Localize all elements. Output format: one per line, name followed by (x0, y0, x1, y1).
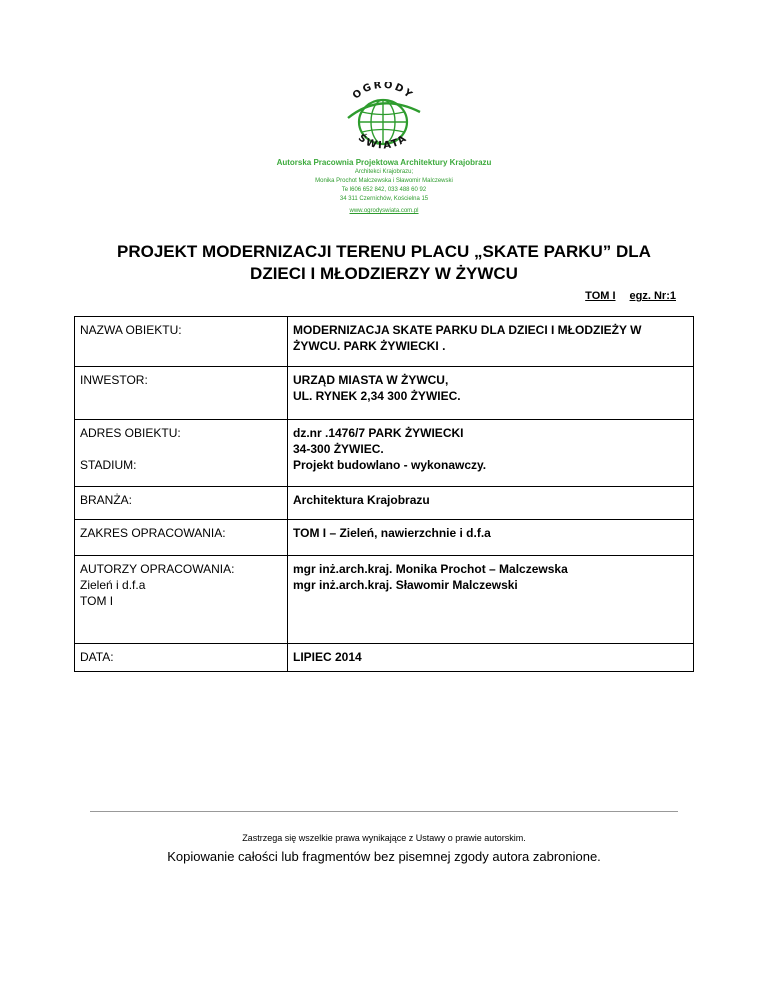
table-row (75, 520, 694, 556)
document-title (0, 241, 768, 285)
studio-website-link[interactable]: www.ogrodyswiata.com.pl (349, 208, 419, 214)
project-info-table (74, 316, 694, 672)
stage-value: Projekt budowlano - wykonawczy. (293, 458, 487, 472)
authors-sub-label: Zieleń i d.f.a (80, 578, 146, 592)
studio-line-3: Monika Prochot Malczewska i Sławomir Malczewski (315, 178, 453, 184)
row-value (288, 367, 694, 420)
authors-tom-label: TOM I (80, 594, 114, 608)
studio-phone: Te l606 652 842, 033 488 60 92 (341, 187, 427, 193)
studio-name: Autorska Pracownia Projektowa Architektury Krajobrazu (276, 158, 492, 167)
row-value (288, 556, 694, 644)
investor-line-2: UL. RYNEK 2,34 300 ŻYWIEC. (293, 389, 461, 403)
table-row (75, 644, 694, 672)
address-line-2: 34-300 ŻYWIEC. (293, 442, 384, 456)
row-label: DATA: (75, 644, 288, 672)
tom-label: TOM I (585, 290, 616, 302)
row-value: Architektura Krajobrazu (288, 487, 694, 520)
title-line-1: PROJEKT MODERNIZACJI TERENU PLACU „SKATE PARKU” DLA (117, 242, 651, 261)
svg-text:OGRODY (351, 82, 415, 102)
address-line-1: dz.nr .1476/7 PARK ŻYWIECKI (293, 426, 464, 440)
address-label: ADRES OBIEKTU: (80, 426, 181, 440)
table-row (75, 556, 694, 644)
table-row (75, 420, 694, 487)
table-row (75, 317, 694, 367)
row-label: INWESTOR: (75, 367, 288, 420)
row-value: LIPIEC 2014 (288, 644, 694, 672)
copy-prohibition-notice: Kopiowanie całości lub fragmentów bez pisemnej zgody autora zabronione. (167, 849, 601, 864)
author-1: mgr inż.arch.kraj. Monika Prochot – Malczewska (293, 562, 568, 576)
studio-line-2: Architekci Krajobrazu; (354, 169, 414, 175)
ogrody-swiata-logo (340, 82, 426, 158)
row-label: ZAKRES OPRACOWANIA: (75, 520, 288, 556)
table-row (75, 487, 694, 520)
title-line-2: DZIECI I MŁODZIERZY W ŻYWCU (250, 264, 518, 283)
logo-bottom-text: ŚWIATA (355, 132, 411, 152)
row-value: TOM I – Zieleń, nawierzchnie i d.f.a (288, 520, 694, 556)
logo-top-text: OGRODY (350, 82, 416, 102)
globe-logo-icon (340, 82, 426, 158)
row-value (288, 420, 694, 487)
row-label: BRANŻA: (75, 487, 288, 520)
tom-number (585, 290, 676, 302)
author-2: mgr inż.arch.kraj. Sławomir Malczewski (293, 578, 518, 592)
row-label: NAZWA OBIEKTU: (75, 317, 288, 367)
row-label (75, 420, 288, 487)
copyright-notice: Zastrzega się wszelkie prawa wynikające z Ustawy o prawie autorskim. (242, 833, 526, 843)
stage-label: STADIUM: (80, 458, 137, 472)
authors-label: AUTORZY OPRACOWANIA: (80, 562, 235, 576)
row-label (75, 556, 288, 644)
footer-divider (90, 811, 678, 812)
studio-address: 34 311 Czernichów, Kościelna 15 (339, 196, 429, 202)
investor-line-1: URZĄD MIASTA W ŻYWCU, (293, 373, 449, 387)
table-row (75, 367, 694, 420)
row-value: MODERNIZACJA SKATE PARKU DLA DZIECI I MŁODZIEŻY W ŻYWCU. PARK ŻYWIECKI . (288, 317, 694, 367)
copy-number: egz. Nr:1 (629, 290, 676, 302)
